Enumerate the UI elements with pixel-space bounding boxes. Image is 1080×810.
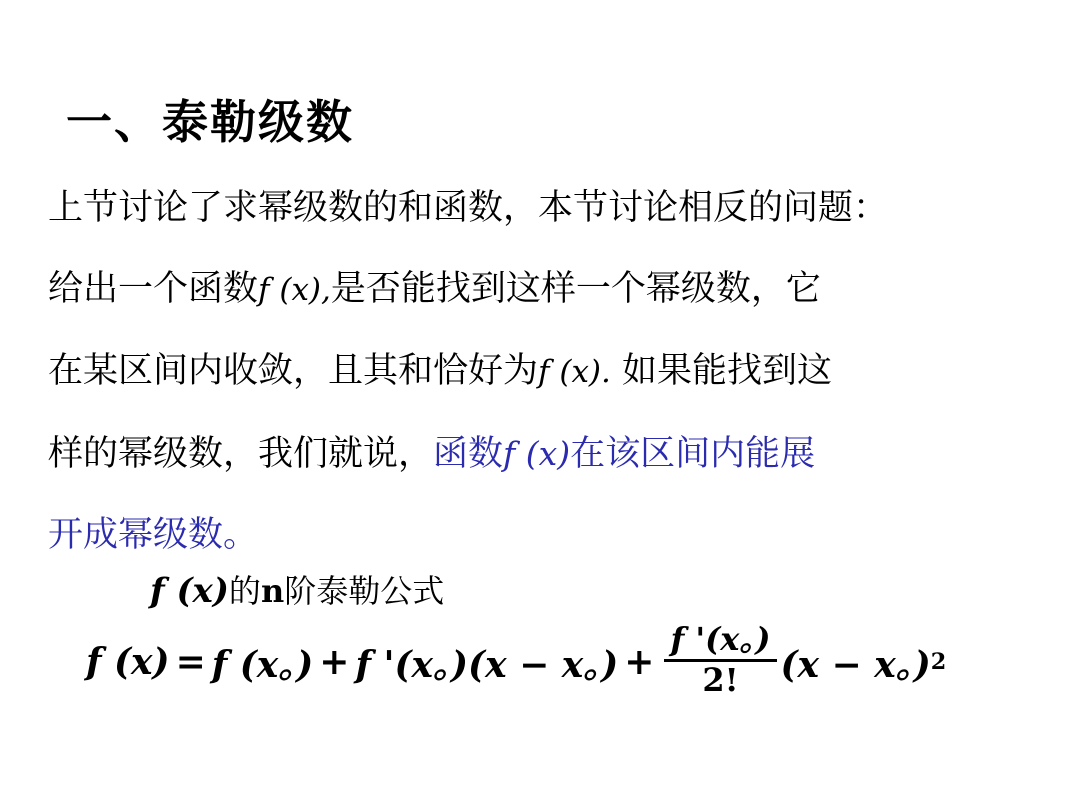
paragraph-line-2	[48, 249, 1048, 331]
formula-term-1: f (x。)	[211, 643, 314, 686]
line5-highlight: 开成幂级数。	[48, 515, 259, 555]
fraction-denominator: 2!	[702, 660, 739, 699]
formula-equals: =	[175, 641, 206, 684]
line4-text-a: 样的幂级数，我们就说，	[48, 434, 434, 474]
line3-math: f (x).	[538, 354, 611, 390]
line1-text: 上节讨论了求幂级数的和函数，本节讨论相反的问题：	[48, 188, 889, 228]
formula-plus-1: +	[319, 641, 350, 684]
paragraph-line-1	[48, 168, 1048, 249]
line3-text-b: 如果能找到这	[622, 351, 833, 391]
line2-text-a: 给出一个函数	[48, 269, 259, 309]
fraction-numerator: f '(x。)	[670, 620, 771, 658]
line4-highlight-math: f (x)	[503, 434, 571, 473]
formula-caption	[150, 566, 444, 612]
caption-text-a: 的	[228, 572, 261, 610]
caption-text-b: 阶泰勒公式	[284, 572, 445, 610]
body-text-block	[48, 168, 1048, 576]
taylor-formula	[86, 620, 947, 699]
formula-term-3: (x − x。)	[780, 643, 931, 686]
line2-math: f (x),	[258, 272, 331, 308]
paragraph-line-5	[48, 495, 1048, 576]
page-title: 一、泰勒级数	[66, 95, 354, 149]
formula-term-3-exponent: 2	[930, 649, 947, 676]
paragraph-line-3	[48, 331, 1048, 413]
caption-order: n	[260, 572, 285, 610]
line4-highlight-b: 在该区间内能展	[570, 434, 816, 474]
formula-lhs: f (x)	[86, 641, 170, 684]
line2-text-b: 是否能找到这样一个幂级数，它	[330, 269, 821, 309]
line4-highlight-a: 函数	[433, 434, 504, 474]
formula-plus-2: +	[624, 641, 655, 684]
caption-math: f (x)	[150, 571, 229, 611]
line3-text-a: 在某区间内收敛，且其和恰好为	[48, 351, 539, 391]
formula-term-2: f '(x。)(x − x。)	[355, 643, 619, 686]
formula-fraction	[664, 620, 776, 699]
paragraph-line-4	[48, 413, 1048, 495]
